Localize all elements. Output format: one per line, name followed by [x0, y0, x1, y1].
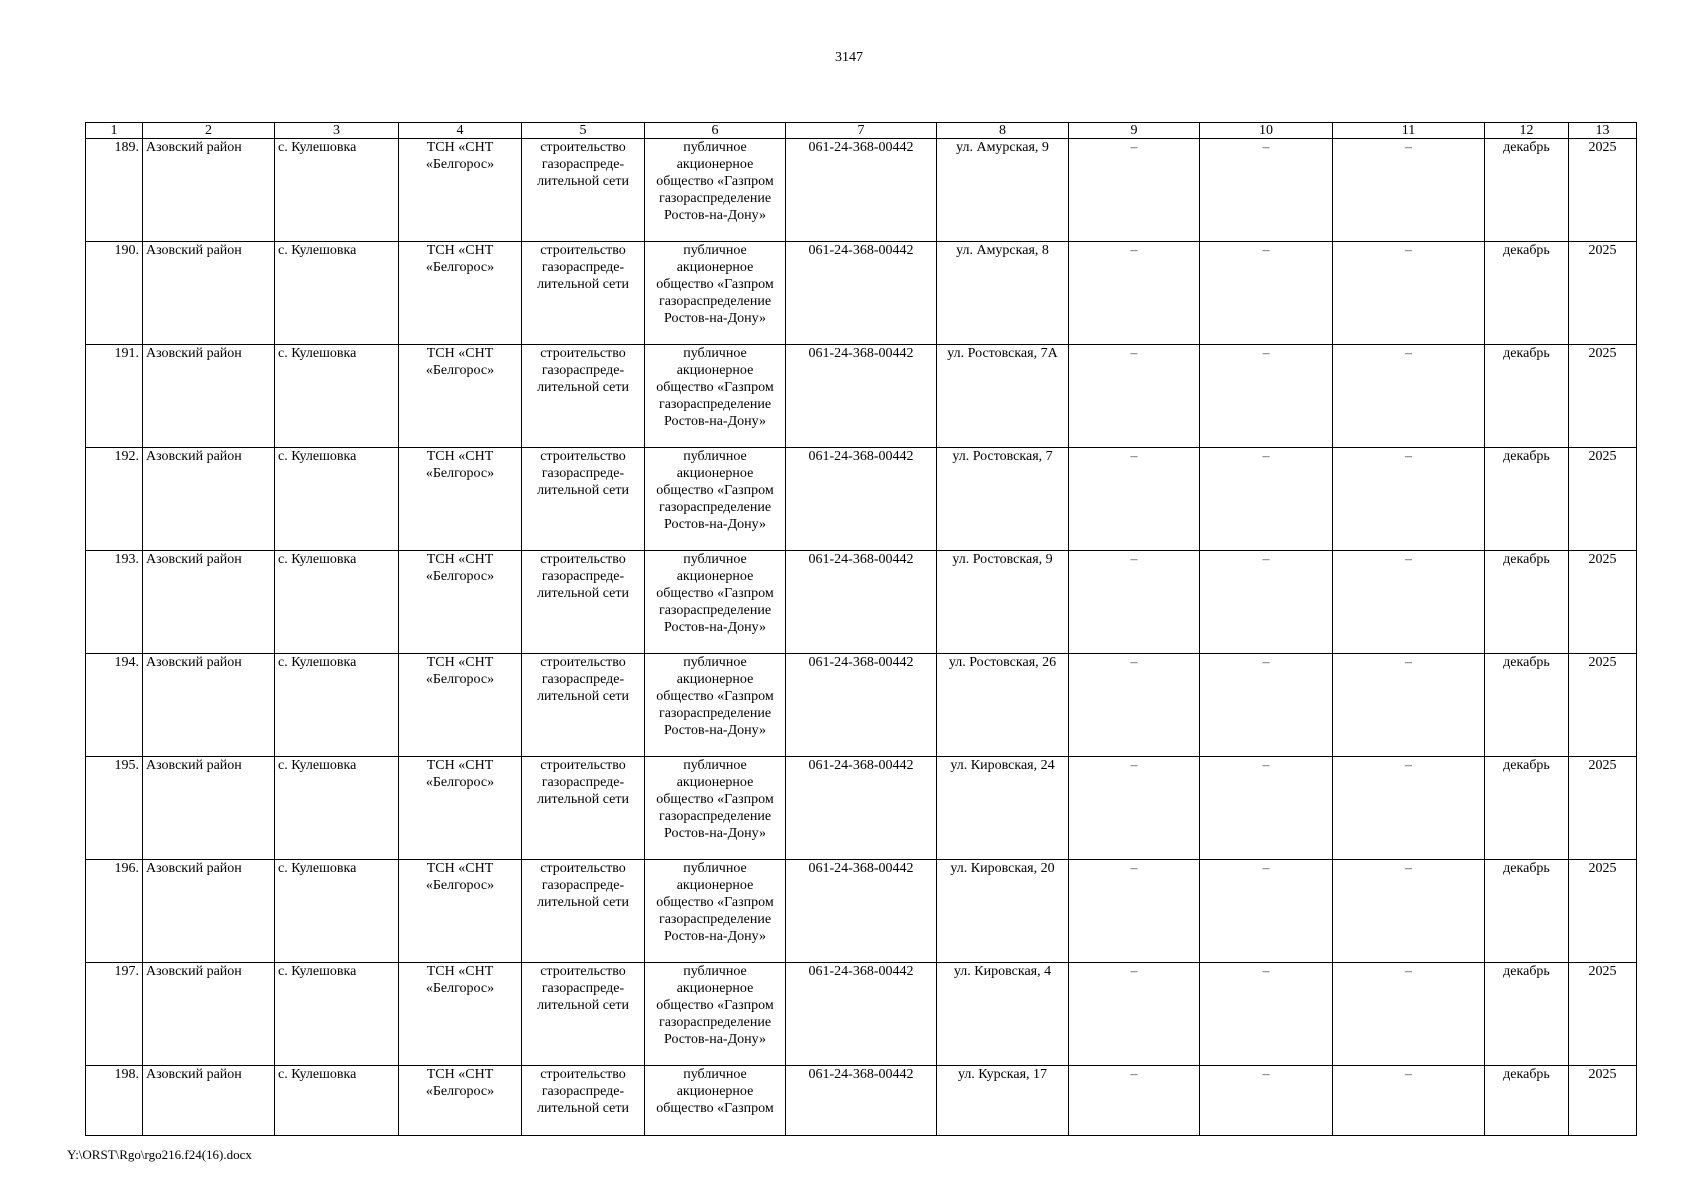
row-number: 193.	[86, 551, 143, 654]
locality-cell: с. Кулешовка	[275, 963, 399, 1066]
address-cell: ул. Ростовская, 7А	[937, 345, 1069, 448]
col11-cell: –	[1333, 757, 1485, 860]
year-cell: 2025	[1569, 345, 1637, 448]
work-cell: строительство газораспреде-лительной сети	[522, 345, 645, 448]
customer-cell: ТСН «СНТ «Белгорос»	[399, 448, 522, 551]
address-cell: ул. Ростовская, 7	[937, 448, 1069, 551]
locality-cell: с. Кулешовка	[275, 757, 399, 860]
col11-cell: –	[1333, 551, 1485, 654]
col9-cell: –	[1069, 860, 1200, 963]
work-cell: строительство газораспреде-лительной сети	[522, 757, 645, 860]
locality-cell: с. Кулешовка	[275, 345, 399, 448]
column-header: 6	[645, 123, 786, 139]
page-number: 3147	[835, 50, 863, 65]
col10-cell: –	[1200, 963, 1333, 1066]
code-cell: 061-24-368-00442	[786, 551, 937, 654]
work-cell: строительство газораспреде-лительной сети	[522, 1066, 645, 1136]
row-number: 190.	[86, 242, 143, 345]
district-cell: Азовский район	[143, 139, 275, 242]
district-cell: Азовский район	[143, 654, 275, 757]
address-cell: ул. Амурская, 9	[937, 139, 1069, 242]
code-cell: 061-24-368-00442	[786, 654, 937, 757]
code-cell: 061-24-368-00442	[786, 345, 937, 448]
column-header: 1	[86, 123, 143, 139]
locality-cell: с. Кулешовка	[275, 654, 399, 757]
month-cell: декабрь	[1485, 963, 1569, 1066]
customer-cell: ТСН «СНТ «Белгорос»	[399, 139, 522, 242]
table-row	[86, 345, 1637, 448]
file-path-footer: Y:\ORST\Rgo\rgo216.f24(16).docx	[67, 1147, 252, 1162]
code-cell: 061-24-368-00442	[786, 448, 937, 551]
column-header: 9	[1069, 123, 1200, 139]
row-number: 194.	[86, 654, 143, 757]
year-cell: 2025	[1569, 654, 1637, 757]
col11-cell: –	[1333, 345, 1485, 448]
row-number: 198.	[86, 1066, 143, 1136]
month-cell: декабрь	[1485, 1066, 1569, 1136]
row-number: 196.	[86, 860, 143, 963]
work-cell: строительство газораспреде-лительной сети	[522, 551, 645, 654]
year-cell: 2025	[1569, 1066, 1637, 1136]
month-cell: декабрь	[1485, 242, 1569, 345]
row-number: 197.	[86, 963, 143, 1066]
district-cell: Азовский район	[143, 448, 275, 551]
month-cell: декабрь	[1485, 860, 1569, 963]
customer-cell: ТСН «СНТ «Белгорос»	[399, 1066, 522, 1136]
column-header: 7	[786, 123, 937, 139]
col10-cell: –	[1200, 654, 1333, 757]
col11-cell: –	[1333, 963, 1485, 1066]
year-cell: 2025	[1569, 448, 1637, 551]
month-cell: декабрь	[1485, 345, 1569, 448]
col9-cell: –	[1069, 654, 1200, 757]
address-cell: ул. Кировская, 24	[937, 757, 1069, 860]
work-cell: строительство газораспреде-лительной сети	[522, 139, 645, 242]
code-cell: 061-24-368-00442	[786, 860, 937, 963]
organization-cell: публичное акционерное общество «Газпром газораспределение Ростов-на-Дону»	[645, 551, 786, 654]
month-cell: декабрь	[1485, 654, 1569, 757]
organization-cell: публичное акционерное общество «Газпром газораспределение Ростов-на-Дону»	[645, 345, 786, 448]
year-cell: 2025	[1569, 757, 1637, 860]
row-number: 195.	[86, 757, 143, 860]
work-cell: строительство газораспреде-лительной сети	[522, 654, 645, 757]
col11-cell: –	[1333, 448, 1485, 551]
col11-cell: –	[1333, 1066, 1485, 1136]
locality-cell: с. Кулешовка	[275, 1066, 399, 1136]
organization-cell: публичное акционерное общество «Газпром газораспределение Ростов-на-Дону»	[645, 860, 786, 963]
col9-cell: –	[1069, 757, 1200, 860]
organization-cell: публичное акционерное общество «Газпром газораспределение Ростов-на-Дону»	[645, 654, 786, 757]
work-cell: строительство газораспреде-лительной сети	[522, 963, 645, 1066]
work-cell: строительство газораспреде-лительной сети	[522, 242, 645, 345]
district-cell: Азовский район	[143, 1066, 275, 1136]
year-cell: 2025	[1569, 242, 1637, 345]
col11-cell: –	[1333, 860, 1485, 963]
col10-cell: –	[1200, 448, 1333, 551]
table-row	[86, 757, 1637, 860]
col10-cell: –	[1200, 139, 1333, 242]
col9-cell: –	[1069, 448, 1200, 551]
col10-cell: –	[1200, 551, 1333, 654]
district-cell: Азовский район	[143, 963, 275, 1066]
district-cell: Азовский район	[143, 551, 275, 654]
table-row	[86, 139, 1637, 242]
table-row	[86, 963, 1637, 1066]
column-header: 13	[1569, 123, 1637, 139]
table-row	[86, 551, 1637, 654]
col9-cell: –	[1069, 139, 1200, 242]
table-row	[86, 654, 1637, 757]
column-header: 8	[937, 123, 1069, 139]
col11-cell: –	[1333, 654, 1485, 757]
district-cell: Азовский район	[143, 860, 275, 963]
customer-cell: ТСН «СНТ «Белгорос»	[399, 963, 522, 1066]
organization-cell: публичное акционерное общество «Газпром газораспределение Ростов-на-Дону»	[645, 757, 786, 860]
organization-cell: публичное акционерное общество «Газпром газораспределение Ростов-на-Дону»	[645, 242, 786, 345]
col9-cell: –	[1069, 242, 1200, 345]
column-header: 3	[275, 123, 399, 139]
code-cell: 061-24-368-00442	[786, 963, 937, 1066]
work-cell: строительство газораспреде-лительной сети	[522, 860, 645, 963]
month-cell: декабрь	[1485, 551, 1569, 654]
customer-cell: ТСН «СНТ «Белгорос»	[399, 860, 522, 963]
year-cell: 2025	[1569, 551, 1637, 654]
col10-cell: –	[1200, 1066, 1333, 1136]
table-row	[86, 1066, 1637, 1136]
col10-cell: –	[1200, 345, 1333, 448]
year-cell: 2025	[1569, 963, 1637, 1066]
column-number-row	[86, 123, 1637, 139]
column-header: 4	[399, 123, 522, 139]
column-header: 2	[143, 123, 275, 139]
month-cell: декабрь	[1485, 448, 1569, 551]
district-cell: Азовский район	[143, 345, 275, 448]
row-number: 192.	[86, 448, 143, 551]
col9-cell: –	[1069, 551, 1200, 654]
district-cell: Азовский район	[143, 757, 275, 860]
column-header: 11	[1333, 123, 1485, 139]
column-header: 10	[1200, 123, 1333, 139]
locality-cell: с. Кулешовка	[275, 448, 399, 551]
customer-cell: ТСН «СНТ «Белгорос»	[399, 757, 522, 860]
address-cell: ул. Ростовская, 26	[937, 654, 1069, 757]
customer-cell: ТСН «СНТ «Белгорос»	[399, 242, 522, 345]
col10-cell: –	[1200, 757, 1333, 860]
locality-cell: с. Кулешовка	[275, 860, 399, 963]
col9-cell: –	[1069, 345, 1200, 448]
district-cell: Азовский район	[143, 242, 275, 345]
organization-cell: публичное акционерное общество «Газпром	[645, 1066, 786, 1136]
col11-cell: –	[1333, 139, 1485, 242]
register-table	[85, 122, 1637, 1136]
table-row	[86, 242, 1637, 345]
month-cell: декабрь	[1485, 757, 1569, 860]
organization-cell: публичное акционерное общество «Газпром газораспределение Ростов-на-Дону»	[645, 963, 786, 1066]
col9-cell: –	[1069, 1066, 1200, 1136]
table-row	[86, 448, 1637, 551]
col11-cell: –	[1333, 242, 1485, 345]
customer-cell: ТСН «СНТ «Белгорос»	[399, 345, 522, 448]
code-cell: 061-24-368-00442	[786, 139, 937, 242]
address-cell: ул. Курская, 17	[937, 1066, 1069, 1136]
row-number: 191.	[86, 345, 143, 448]
column-header: 12	[1485, 123, 1569, 139]
address-cell: ул. Кировская, 20	[937, 860, 1069, 963]
organization-cell: публичное акционерное общество «Газпром газораспределение Ростов-на-Дону»	[645, 139, 786, 242]
customer-cell: ТСН «СНТ «Белгорос»	[399, 551, 522, 654]
work-cell: строительство газораспреде-лительной сети	[522, 448, 645, 551]
year-cell: 2025	[1569, 139, 1637, 242]
address-cell: ул. Кировская, 4	[937, 963, 1069, 1066]
code-cell: 061-24-368-00442	[786, 242, 937, 345]
locality-cell: с. Кулешовка	[275, 139, 399, 242]
col10-cell: –	[1200, 860, 1333, 963]
month-cell: декабрь	[1485, 139, 1569, 242]
code-cell: 061-24-368-00442	[786, 757, 937, 860]
col9-cell: –	[1069, 963, 1200, 1066]
col10-cell: –	[1200, 242, 1333, 345]
locality-cell: с. Кулешовка	[275, 551, 399, 654]
address-cell: ул. Ростовская, 9	[937, 551, 1069, 654]
address-cell: ул. Амурская, 8	[937, 242, 1069, 345]
year-cell: 2025	[1569, 860, 1637, 963]
row-number: 189.	[86, 139, 143, 242]
locality-cell: с. Кулешовка	[275, 242, 399, 345]
column-header: 5	[522, 123, 645, 139]
table-row	[86, 860, 1637, 963]
organization-cell: публичное акционерное общество «Газпром газораспределение Ростов-на-Дону»	[645, 448, 786, 551]
customer-cell: ТСН «СНТ «Белгорос»	[399, 654, 522, 757]
code-cell: 061-24-368-00442	[786, 1066, 937, 1136]
